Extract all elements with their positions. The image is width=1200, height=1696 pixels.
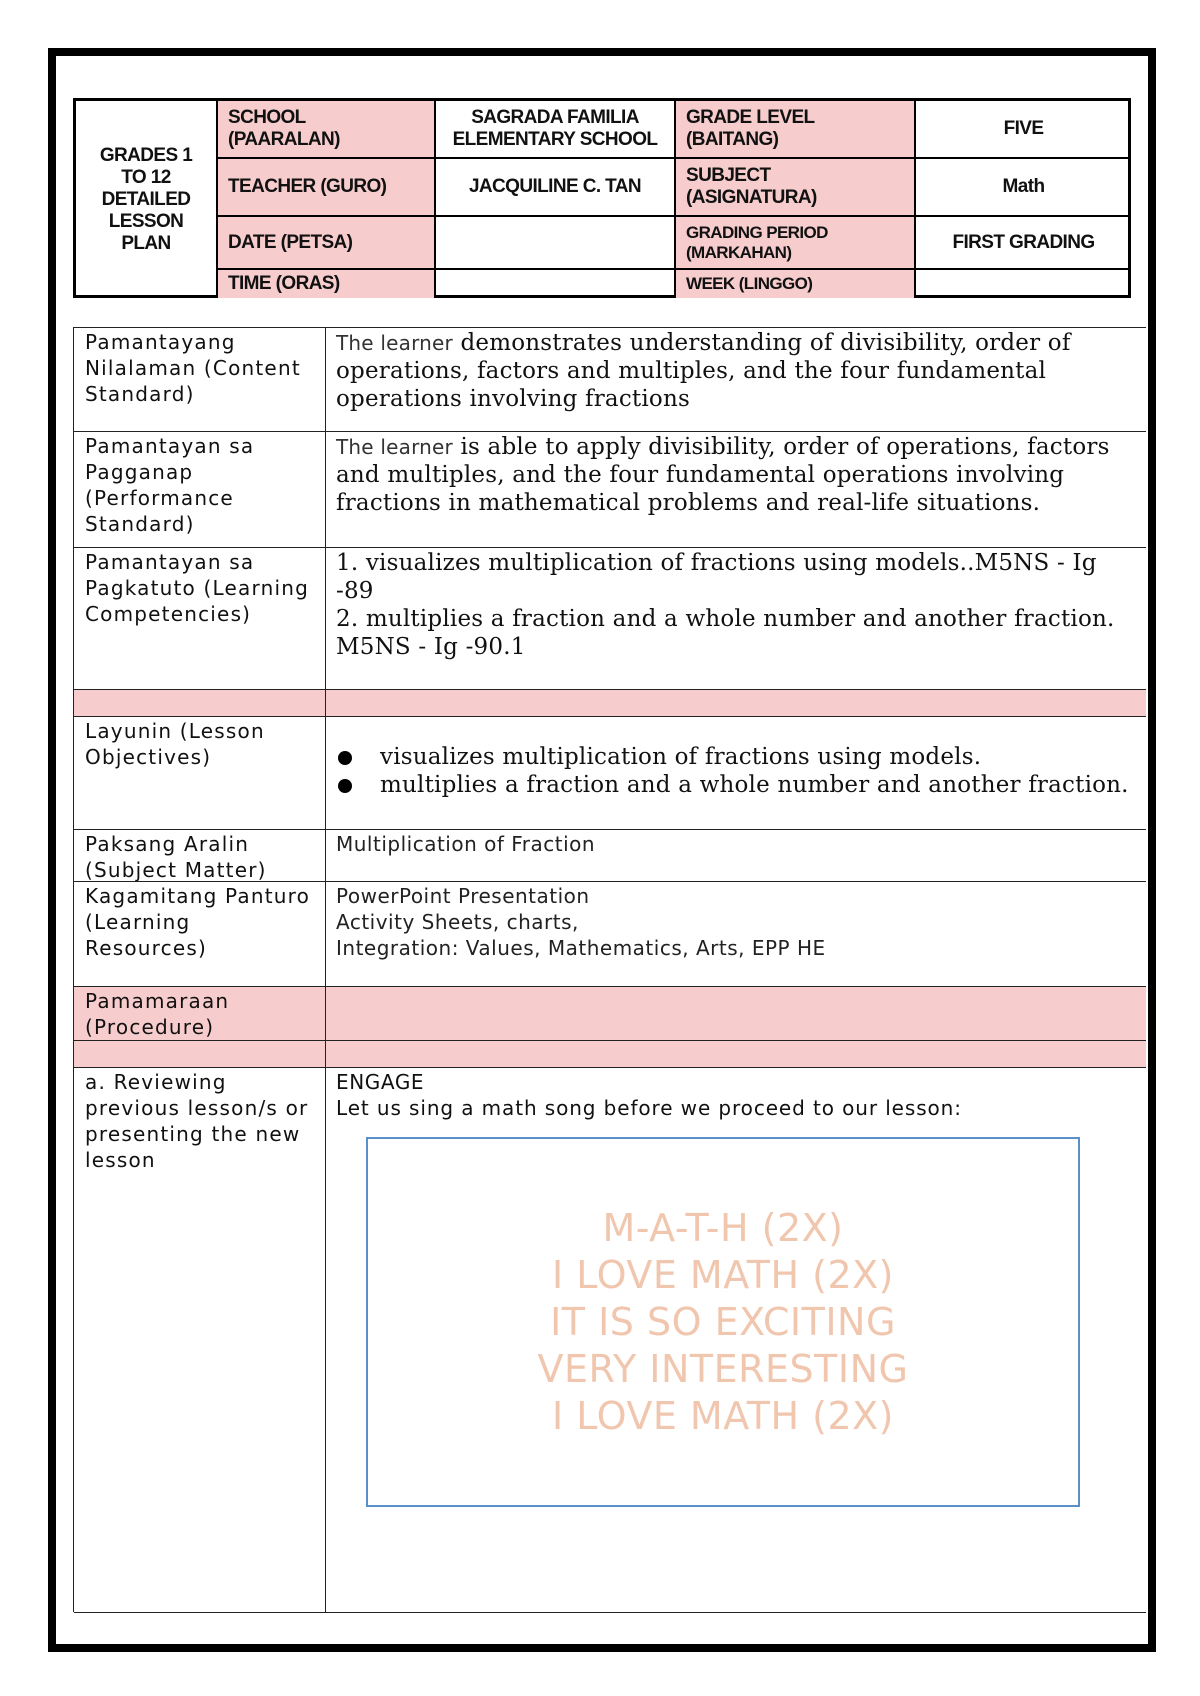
bullet-icon — [338, 779, 352, 793]
objective-item: multiplies a fraction and a whole number and another fraction. — [336, 771, 1136, 799]
week-label: WEEK (LINGGO) — [676, 270, 916, 298]
song-line: I LOVE MATH (2X) — [552, 1393, 894, 1438]
reviewing-label: a. Reviewing previous lesson/s or presenting the new lesson — [74, 1068, 326, 1612]
engage-intro: Let us sing a math song before we proceed to our lesson: — [336, 1096, 962, 1120]
learning-resources-row — [74, 882, 1146, 987]
learning-competencies-row — [74, 548, 1146, 690]
plan-title: GRADES 1 TO 12 DETAILED LESSON PLAN — [76, 101, 218, 298]
resource-item: PowerPoint Presentation — [336, 884, 590, 908]
school-value: SAGRADA FAMILIA ELEMENTARY SCHOOL — [436, 101, 676, 159]
grade-level-label: GRADE LEVEL (BAITANG) — [676, 101, 916, 159]
date-value — [436, 217, 676, 270]
divider-cell — [74, 690, 326, 716]
teacher-label: TEACHER (GURO) — [218, 159, 436, 217]
performance-standard-row — [74, 432, 1146, 548]
school-label: SCHOOL (PAARALAN) — [218, 101, 436, 159]
procedure-label: Pamamaraan (Procedure) — [74, 987, 326, 1040]
resource-item: Activity Sheets, charts, — [336, 910, 579, 934]
time-value — [436, 270, 676, 298]
subject-matter-text: Multiplication of Fraction — [336, 832, 596, 856]
song-line: M-A-T-H (2X) — [602, 1205, 844, 1250]
content-standard-row — [74, 328, 1146, 432]
bullet-icon — [338, 751, 352, 765]
lesson-objectives-row — [74, 717, 1146, 830]
learning-competencies-label: Pamantayan sa Pagkatuto (Learning Competencies) — [74, 548, 326, 689]
time-label: TIME (ORAS) — [218, 270, 436, 298]
divider-cell — [74, 1041, 326, 1067]
competency-item: 1. visualizes multiplication of fractions using models..M5NS - Ig -89 — [336, 550, 1097, 604]
engage-heading: ENGAGE — [336, 1070, 425, 1094]
grading-period-value: FIRST GRADING — [916, 217, 1131, 270]
learning-resources-list — [326, 882, 1146, 986]
lesson-objectives-label: Layunin (Lesson Objectives) — [74, 717, 326, 829]
header-table — [73, 98, 1131, 298]
section-divider — [74, 690, 1146, 717]
performance-standard-text: The learner is able to apply divisibility, order of operations, factors and multiples, and the four fundamental operations involving fractions in mathematical problems and real-life situations. — [336, 434, 1110, 516]
grading-period-label: GRADING PERIOD (MARKAHAN) — [676, 217, 916, 270]
lesson-objectives-list — [326, 717, 1146, 829]
content-standard-text: The learner demonstrates understanding of divisibility, order of operations, factors and multiples, and the four fundamental operations involving fractions — [336, 330, 1071, 412]
math-song-box — [366, 1137, 1080, 1507]
song-line: IT IS SO EXCITING — [550, 1299, 896, 1344]
section-divider — [74, 1041, 1146, 1068]
learning-competencies-text — [326, 548, 1146, 689]
learning-resources-label: Kagamitang Panturo (Learning Resources) — [74, 882, 326, 986]
performance-standard-label: Pamantayan sa Pagganap (Performance Standard) — [74, 432, 326, 547]
competency-item: 2. multiplies a fraction and a whole number and another fraction. — [336, 606, 1115, 632]
week-value — [916, 270, 1131, 298]
procedure-row — [74, 987, 1146, 1041]
subject-value: Math — [916, 159, 1131, 217]
teacher-value: JACQUILINE C. TAN — [436, 159, 676, 217]
song-line: VERY INTERESTING — [537, 1346, 909, 1391]
subject-matter-label: Paksang Aralin (Subject Matter) — [74, 830, 326, 881]
resource-item: Integration: Values, Mathematics, Arts, EPP HE — [336, 936, 826, 960]
subject-matter-row — [74, 830, 1146, 882]
content-standard-label: Pamantayang Nilalaman (Content Standard) — [74, 328, 326, 431]
objective-item: visualizes multiplication of fractions using models. — [336, 743, 1136, 771]
competency-item: M5NS - Ig -90.1 — [336, 634, 526, 660]
subject-label: SUBJECT (ASIGNATURA) — [676, 159, 916, 217]
grade-level-value: FIVE — [916, 101, 1131, 159]
song-line: I LOVE MATH (2X) — [552, 1252, 894, 1297]
date-label: DATE (PETSA) — [218, 217, 436, 270]
